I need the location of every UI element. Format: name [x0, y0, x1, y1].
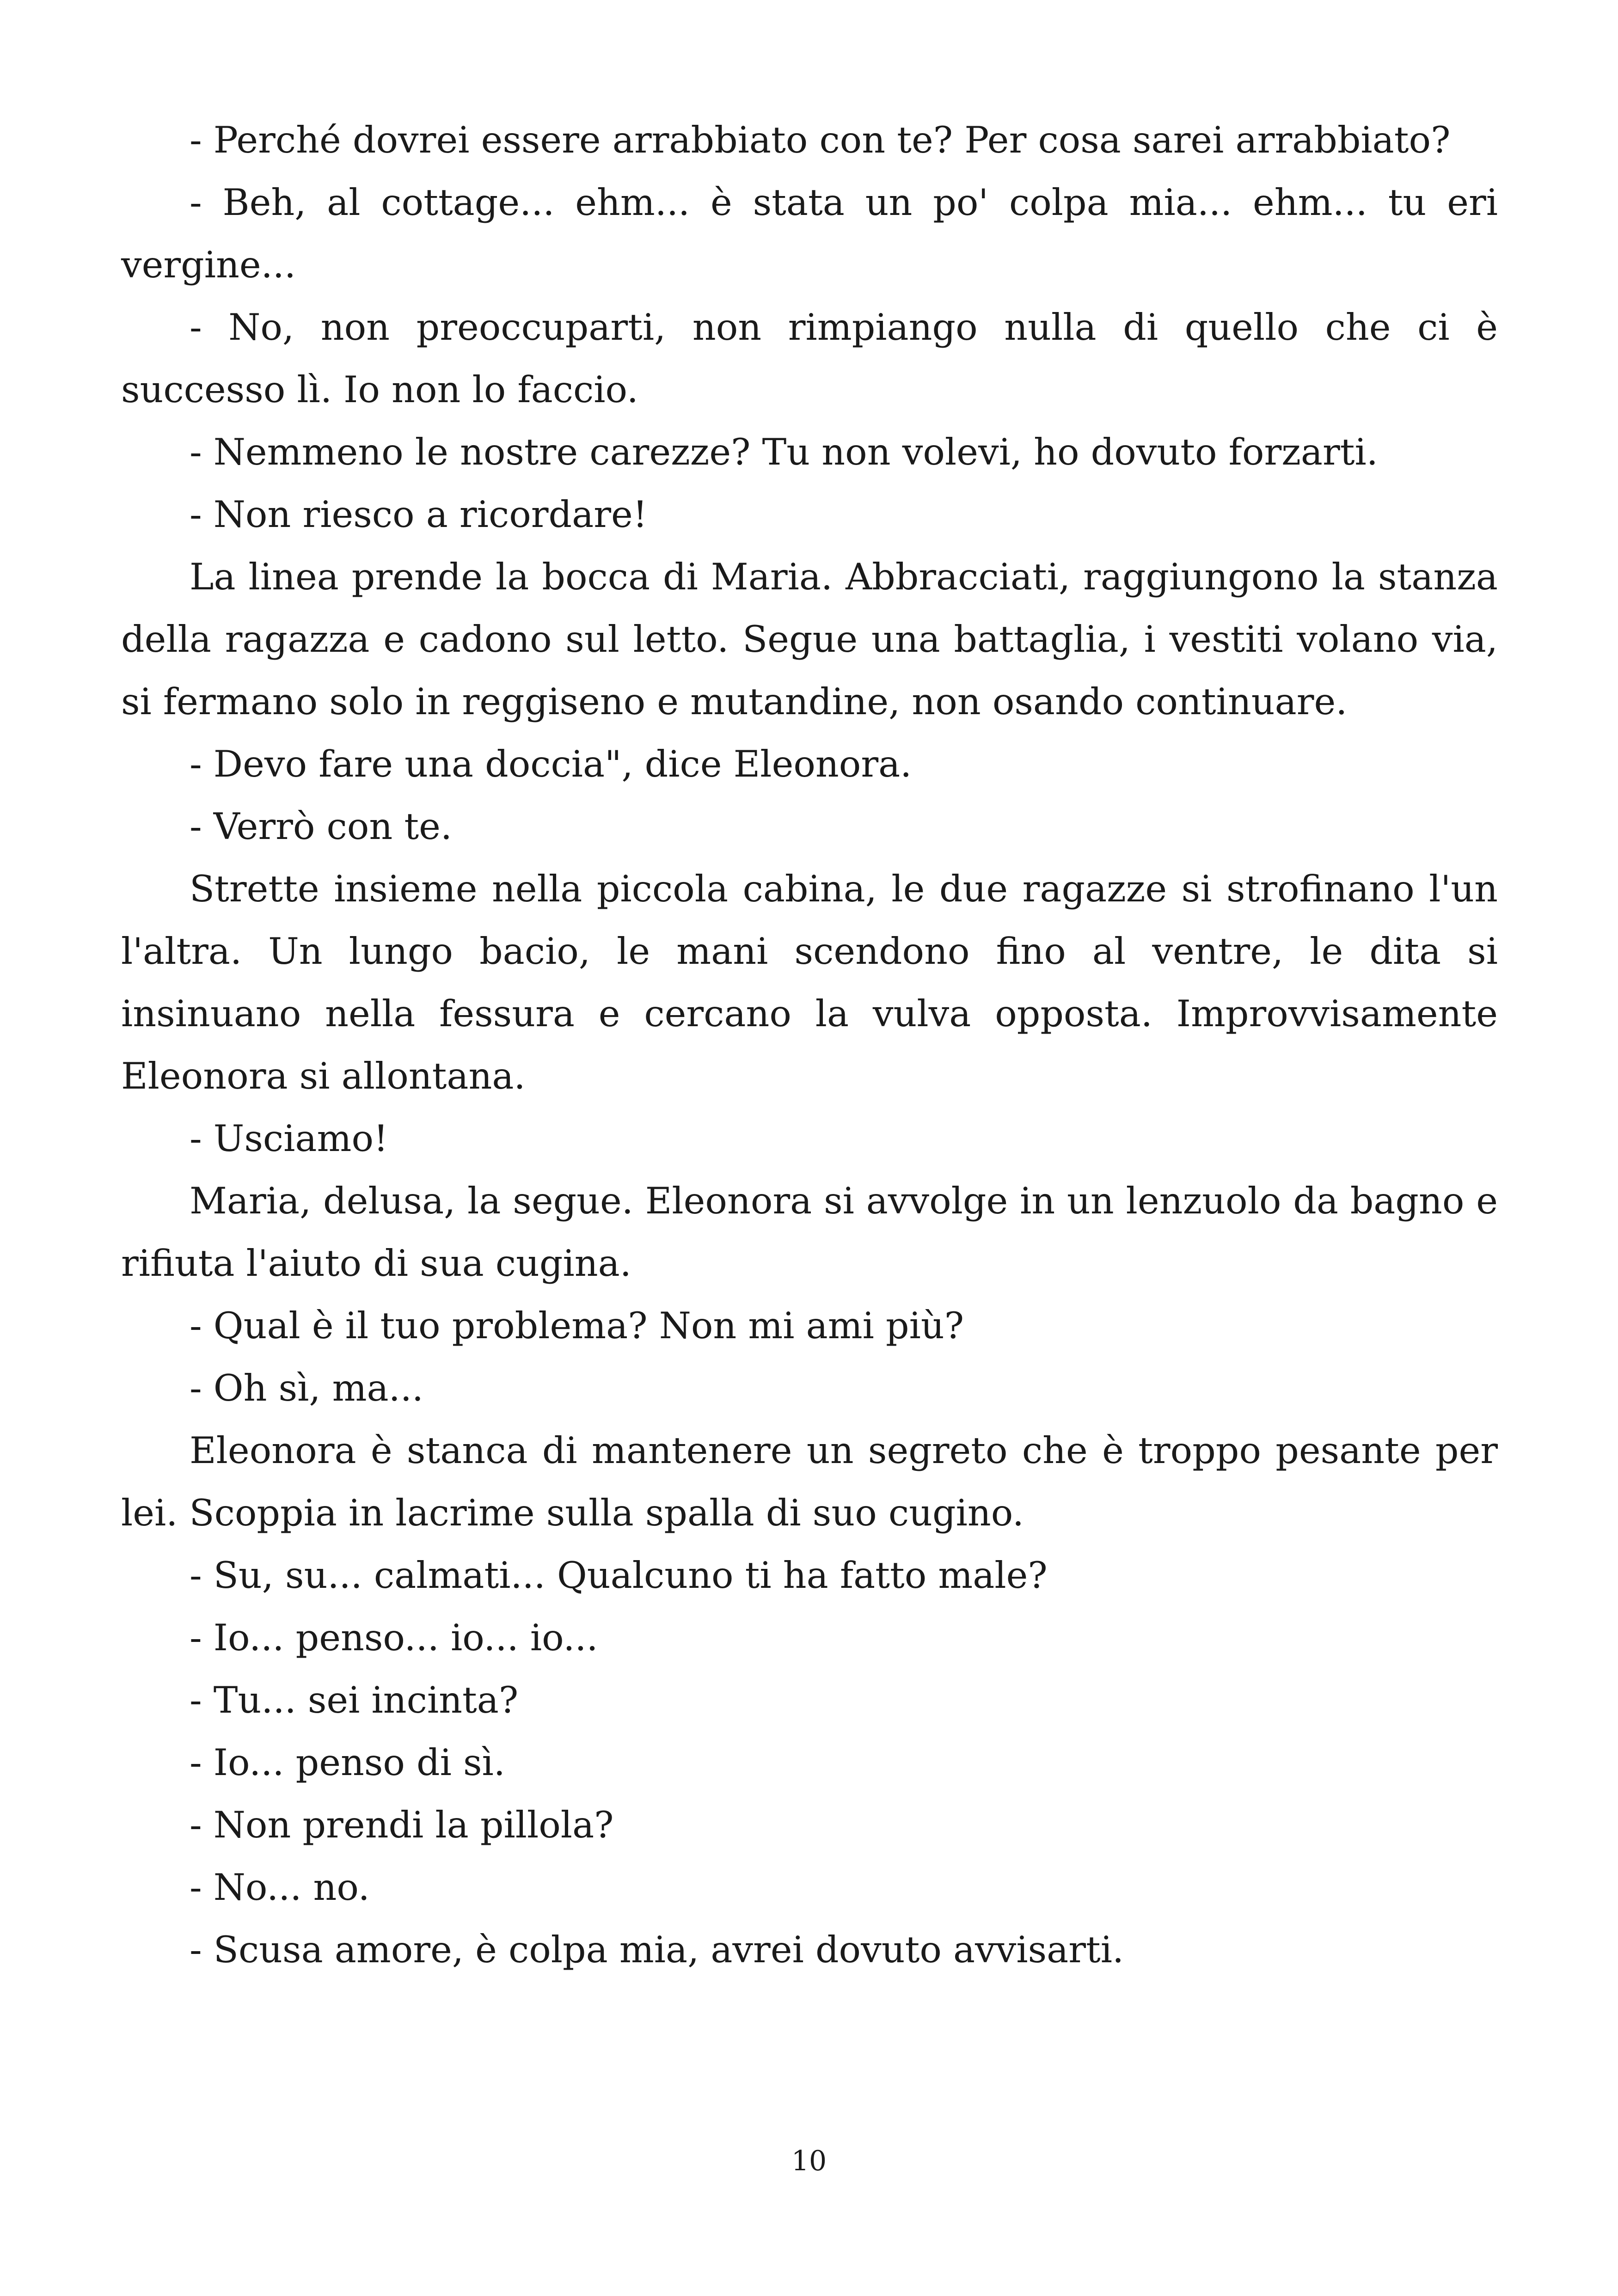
paragraph: - Verrò con te. [190, 805, 452, 848]
paragraph: - Su, su... calmati... Qualcuno ti ha fatto male? [190, 1554, 1048, 1597]
paragraph: Eleonora è stanca di mantenere un segreto che è troppo pesante per lei. Scoppia in lacrime sulla spalla di suo cugino. [121, 1429, 1498, 1534]
paragraph: - Oh sì, ma... [190, 1367, 423, 1409]
paragraph: - No... no. [190, 1866, 370, 1909]
page-text [121, 109, 1498, 1981]
paragraph: - Beh, al cottage... ehm... è stata un po' colpa mia... ehm... tu eri vergine... [121, 181, 1498, 286]
paragraph: - Non riesco a ricordare! [190, 493, 648, 536]
paragraph: - Io... penso... io... io... [190, 1616, 598, 1659]
paragraph: La linea prende la bocca di Maria. Abbracciati, raggiungono la stanza della ragazza e cadono sul letto. Segue una battaglia, i vestiti volano via, si fermano solo in reggiseno e mutandine, non osando continuare. [121, 556, 1498, 723]
paragraph: Maria, delusa, la segue. Eleonora si avvolge in un lenzuolo da bagno e rifiuta l'aiuto di sua cugina. [121, 1180, 1498, 1285]
paragraph: - Non prendi la pillola? [190, 1804, 614, 1846]
paragraph: - Perché dovrei essere arrabbiato con te? Per cosa sarei arrabbiato? [190, 119, 1451, 161]
paragraph: - Qual è il tuo problema? Non mi ami più? [190, 1304, 964, 1347]
paragraph: - Io... penso di sì. [190, 1741, 505, 1784]
paragraph: - No, non preoccuparti, non rimpiango nulla di quello che ci è successo lì. Io non lo faccio. [121, 306, 1498, 411]
paragraph: - Tu... sei incinta? [190, 1679, 519, 1721]
paragraph: Strette insieme nella piccola cabina, le due ragazze si strofinano l'un l'altra. Un lungo bacio, le mani scendono fino al ventre, le dita si insinuano nella fessura e cercano la vulva opposta. Improvvisamente Eleonora si allontana. [121, 868, 1498, 1097]
paragraph: - Devo fare una doccia", dice Eleonora. [190, 743, 912, 785]
paragraph: - Scusa amore, è colpa mia, avrei dovuto avvisarti. [190, 1929, 1124, 1971]
paragraph: - Usciamo! [190, 1117, 388, 1160]
page-number: 10 [791, 2145, 827, 2177]
paragraph: - Nemmeno le nostre carezze? Tu non volevi, ho dovuto forzarti. [190, 431, 1378, 473]
